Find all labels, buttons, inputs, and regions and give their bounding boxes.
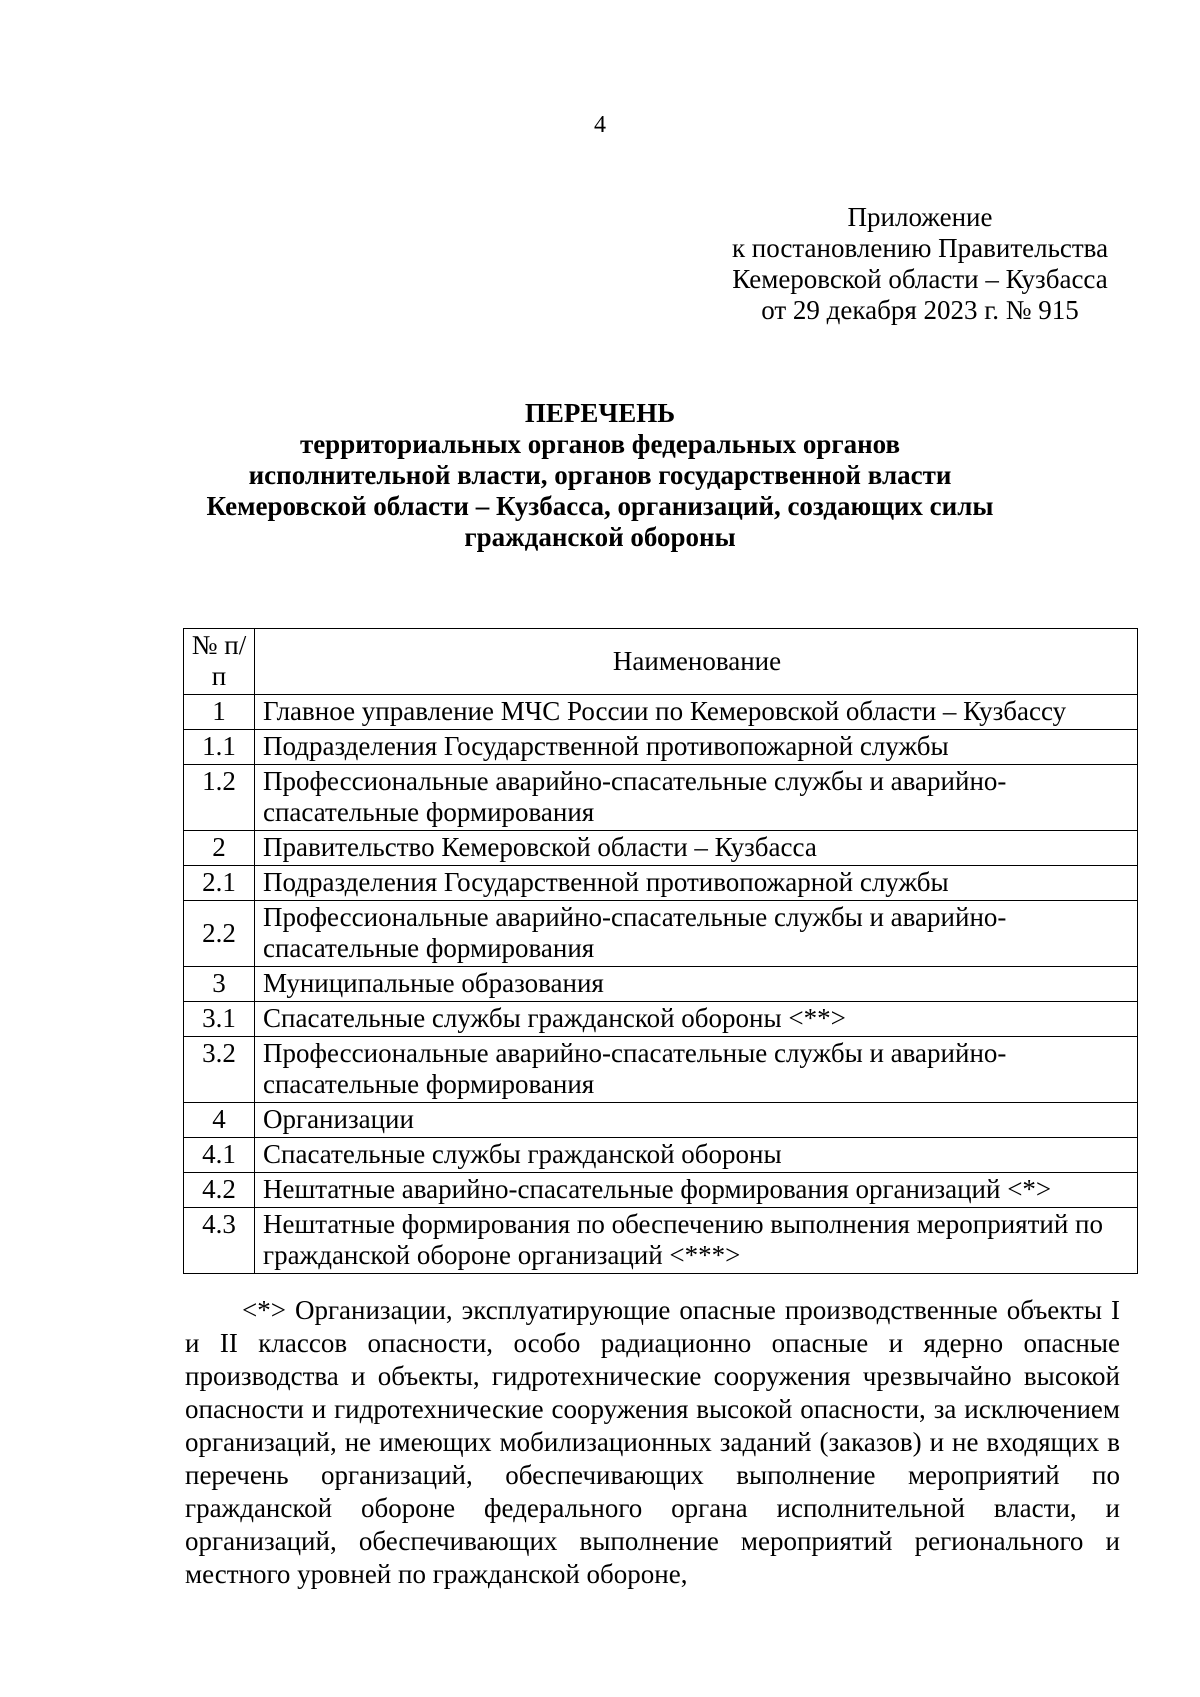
row-name: Организации xyxy=(255,1103,1138,1138)
row-name: Подразделения Государственной противопожарной службы xyxy=(255,866,1138,901)
row-name: Муниципальные образования xyxy=(255,967,1138,1002)
row-name: Нештатные формирования по обеспечению выполнения мероприятий по гражданской обороне организаций <***> xyxy=(255,1208,1138,1274)
row-name: Правительство Кемеровской области – Кузбасса xyxy=(255,831,1138,866)
appendix-line: Приложение xyxy=(847,202,993,232)
row-name: Главное управление МЧС России по Кемеровской области – Кузбассу xyxy=(255,695,1138,730)
row-number: 1.2 xyxy=(184,765,255,831)
row-name: Профессиональные аварийно-спасательные службы и аварийно-спасательные формирования xyxy=(255,1037,1138,1103)
title-heading: ПЕРЕЧЕНЬ xyxy=(524,398,676,428)
row-number: 4 xyxy=(184,1103,255,1138)
row-number: 2.2 xyxy=(184,901,255,967)
row-number: 4.2 xyxy=(184,1173,255,1208)
table-row xyxy=(184,730,1138,765)
row-number: 1.1 xyxy=(184,730,255,765)
row-number: 1 xyxy=(184,695,255,730)
appendix-block xyxy=(690,202,1150,326)
row-number: 3.2 xyxy=(184,1037,255,1103)
table-row xyxy=(184,901,1138,967)
row-number: 4.3 xyxy=(184,1208,255,1274)
title-line: гражданской обороны xyxy=(464,522,736,552)
title-line: территориальных органов федеральных органов xyxy=(299,429,901,459)
document-title xyxy=(0,398,1200,553)
row-name: Спасательные службы гражданской обороны xyxy=(255,1138,1138,1173)
row-number: 2 xyxy=(184,831,255,866)
table-row xyxy=(184,967,1138,1002)
row-name: Нештатные аварийно-спасательные формирования организаций <*> xyxy=(255,1173,1138,1208)
table-row xyxy=(184,765,1138,831)
table-header-row xyxy=(184,629,1138,695)
table-row xyxy=(184,1173,1138,1208)
title-line: Кемеровской области – Кузбасса, организаций, создающих силы xyxy=(206,491,994,521)
row-number: 2.1 xyxy=(184,866,255,901)
table-row xyxy=(184,1037,1138,1103)
table-row xyxy=(184,1208,1138,1274)
row-number: 4.1 xyxy=(184,1138,255,1173)
header-name: Наименование xyxy=(255,629,1138,695)
appendix-line: к постановлению Правительства xyxy=(731,233,1109,263)
row-name: Подразделения Государственной противопожарной службы xyxy=(255,730,1138,765)
page-number: 4 xyxy=(594,112,606,138)
table-row xyxy=(184,866,1138,901)
table-row xyxy=(184,1103,1138,1138)
header-number: № п/п xyxy=(184,629,255,695)
row-number: 3.1 xyxy=(184,1002,255,1037)
appendix-line: от 29 декабря 2023 г. № 915 xyxy=(761,295,1079,325)
organizations-table xyxy=(183,628,1138,1274)
footnote-paragraph: <*> Организации, эксплуатирующие опасные производственные объекты I и II классов опасности, особо радиационно опасные и ядерно опасные производства и объекты, гидротехнические сооружения чрезвычайно высокой опасности и гидротехнические сооружения высокой опасности, за исключением организаций, не имеющих мобилизационных заданий (заказов) и не входящих в перечень организаций, обеспечивающих выполнение мероприятий по гражданской обороне федерального органа исполнительной власти, и организаций, обеспечивающих выполнение мероприятий регионального и местного уровней по гражданской обороне, xyxy=(185,1295,1120,1589)
appendix-line: Кемеровской области – Кузбасса xyxy=(732,264,1108,294)
table-row xyxy=(184,831,1138,866)
table-row xyxy=(184,695,1138,730)
table-row xyxy=(184,1138,1138,1173)
row-name: Профессиональные аварийно-спасательные службы и аварийно-спасательные формирования xyxy=(255,901,1138,967)
title-line: исполнительной власти, органов государственной власти xyxy=(248,460,952,490)
row-name: Спасательные службы гражданской обороны <**> xyxy=(255,1002,1138,1037)
row-number: 3 xyxy=(184,967,255,1002)
row-name: Профессиональные аварийно-спасательные службы и аварийно-спасательные формирования xyxy=(255,765,1138,831)
table-row xyxy=(184,1002,1138,1037)
